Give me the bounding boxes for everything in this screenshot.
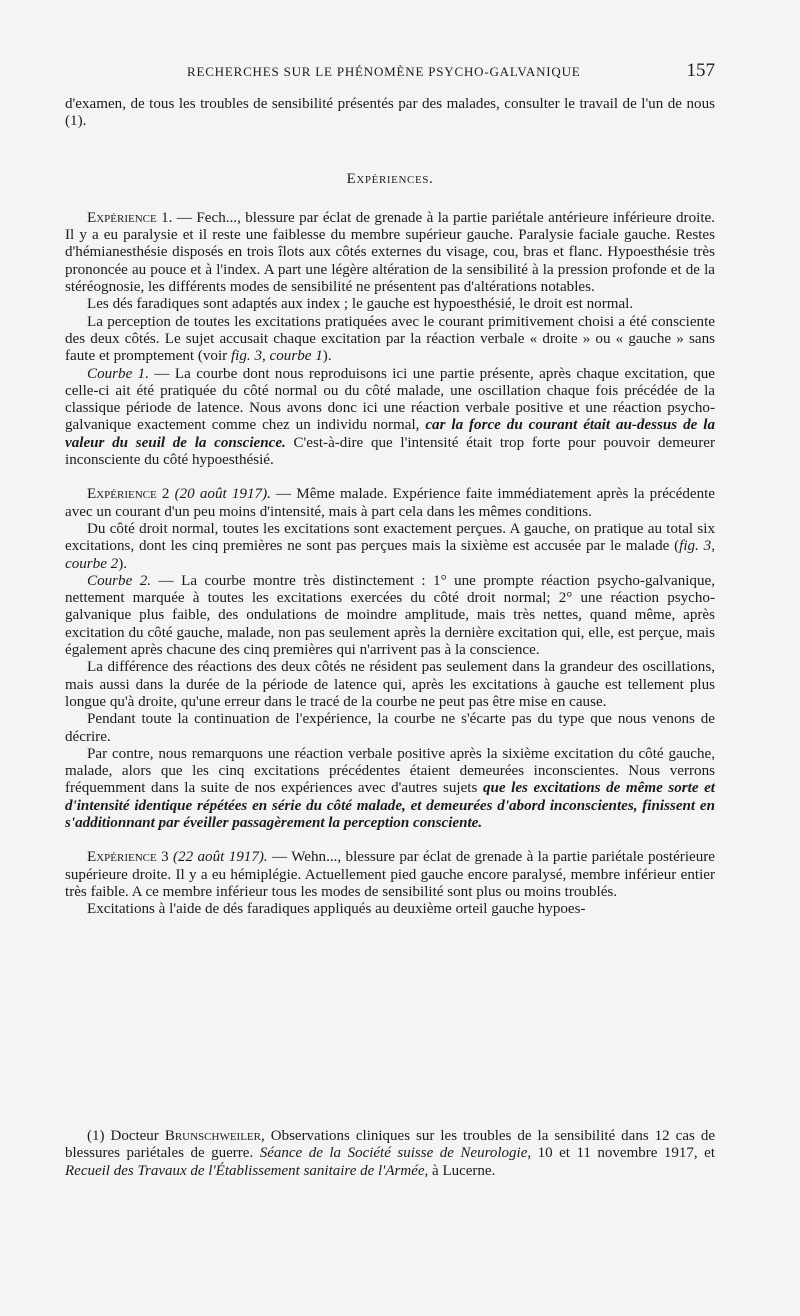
experience-2-date: (20 août 1917).	[169, 486, 271, 503]
footnote-journal-2: Recueil des Travaux de l'Établissement sanitaire de l'Armée	[65, 1162, 425, 1179]
footnote	[65, 1128, 715, 1180]
experience-3-text: — Wehn..., blessure par éclat de grenade à la partie pariétale postérieure supérieure droite. Il y a eu hémiplégie. Actuellement pied gauche encore paralysé, membre inférieur entier très faible. A ce membre inférieur tous les modes de sensibilité sont plus ou moins troublés.	[65, 849, 715, 900]
courbe-2-paragraph	[65, 573, 715, 659]
experience-1-label: Expérience 1.	[87, 209, 173, 226]
experience-3-paragraph-2: Excitations à l'aide de dés faradiques appliqués au deuxième orteil gauche hypoes-	[87, 901, 586, 918]
experience-1-paragraph	[65, 210, 715, 296]
experience-1-paragraph-3	[65, 314, 715, 366]
running-header	[65, 62, 715, 84]
courbe-1-label: Courbe 1.	[87, 365, 150, 382]
section-title: Expériences.	[346, 170, 434, 187]
experience-2-p6-text: Par contre, nous remarquons une réaction verbale positive après la sixième excitation du côté gauche, malade, alors que les cinq excitations précédentes étaient demeurées inconscientes. Nous verrons fréquemment dans la suite de nos expériences avec d'autres sujets	[65, 745, 715, 797]
courbe-2-text: — La courbe montre très distinctement : 1° une prompte réaction psycho-galvanique, nettement marquée à toutes les excitations exercées du côté droit normal; 2° une réaction psycho-galvanique plus faible, des ondulations de moindre amplitude, mais très nettes, quand même, après excitation du côté gauche, malade, non pas seulement après la dernière excitation qui, elle, est perçue, mais également après chacune des cinq premières qui n'arrivent pas à la conscience.	[65, 572, 715, 659]
footnote-text-2: , 10 et 11 novembre 1917, et	[527, 1145, 716, 1162]
experience-2-paragraph	[65, 486, 715, 521]
experience-3-label: Expérience 3	[87, 849, 169, 866]
courbe-1-end: C'est-à-dire que l'intensité était trop forte pour pouvoir demeurer inconsciente du côté hypoesthésié.	[65, 434, 715, 469]
footnote-author: Brunschweiler	[164, 1128, 261, 1144]
footnote-journal: Séance de la Société suisse de Neurologie	[259, 1145, 528, 1162]
experience-1-text: — Fech..., blessure par éclat de grenade à la partie pariétale antérieure inférieure droite. Il y a eu paralysie et il reste une faiblesse du membre supérieur gauche. Paralysie faciale gauche. Restes d'hémianesthésie disposés en trois îlots aux côtés externes du visage, cou, bras et flanc. Hypoesthésie très prononcée au pouce et à l'index. A part une légère altération de la sensibilité à la pression profonde et de la stéréognosie, les différents modes de sensibilité ne présentent pas d'altérations notables.	[65, 209, 715, 296]
footnote-text-3: , à Lucerne.	[424, 1162, 496, 1179]
experience-2-p2-text: Du côté droit normal, toutes les excitations sont exactement perçues. A gauche, on pratique au total six excitations, dont les cinq premières ne sont pas perçues mais la sixième est accusée par le malade (	[65, 520, 715, 555]
experience-2-text: — Même malade. Expérience faite immédiatement après la précédente avec un courant d'un peu moins d'intensité, mais à part cela dans les mêmes conditions.	[65, 486, 716, 520]
courbe-1-paragraph	[65, 366, 715, 470]
experience-2-paragraph-6	[65, 746, 715, 832]
figure-reference: fig. 3, courbe 1	[230, 348, 323, 365]
experience-2-paragraph-2	[65, 521, 715, 573]
footnote-text: , Observations cliniques sur les troubles de la sensibilité dans 12 cas de blessures pariétales de guerre.	[65, 1128, 715, 1162]
experience-2-p2-end: ).	[118, 555, 128, 572]
experience-3-date: (22 août 1917).	[168, 849, 268, 866]
courbe-2-label: Courbe 2.	[87, 572, 152, 589]
courbe-1-emphasis: car la force du courant était au-dessus de la valeur du seuil de la conscience.	[65, 417, 715, 451]
courbe-1-text: — La courbe dont nous reproduisons ici une partie présente, après chaque excitation, que celle-ci ait été pratiquée du côté normal ou du côté malade, une oscillation chaque fois précédée de la classique période de latence. Nous avons donc ici une réaction verbale positive et une réaction psycho-galvanique exactement comme chez un individu normal,	[65, 365, 716, 434]
experience-1-p3-end: ).	[322, 348, 332, 365]
intro-paragraph: d'examen, de tous les troubles de sensibilité présentés par des malades, consulter le travail de l'un de nous (1).	[65, 96, 715, 130]
experience-2-paragraph-4: La différence des réactions des deux côtés ne résident pas seulement dans la grandeur des oscillations, mais aussi dans la durée de la période de latence qui, après les excitations à gauche est tellement plus longue qu'à droite, qu'une erreur dans le tracé de la courbe ne peut pas être mise en cause.	[65, 659, 715, 710]
page-number: 157	[686, 60, 715, 81]
experience-3-paragraph	[65, 849, 715, 901]
experience-2-paragraph-5: Pendant toute la continuation de l'expérience, la courbe ne s'écarte pas du type que nous venons de décrire.	[65, 711, 715, 745]
experience-2-label: Expérience 2	[87, 486, 170, 503]
experience-1-p3-text: La perception de toutes les excitations pratiquées avec le courant primitivement choisi a été consciente des deux côtés. Le sujet accusait chaque excitation par la réaction verbale « droite » ou « gauche » sans faute et promptement (voir	[65, 313, 715, 365]
experience-2-emphasis: que les excitations de même sorte et d'intensité identique répétées en série du côté malade, et demeurées d'abord inconscientes, finissent en s'additionnant par éveiller passagèrement la perception consciente.	[65, 780, 716, 831]
footnote-paragraph	[65, 1128, 715, 1180]
running-title: RECHERCHES SUR LE PHÉNOMÈNE PSYCHO-GALVANIQUE	[187, 64, 581, 79]
body-text	[65, 96, 715, 918]
experience-1-paragraph-2: Les dés faradiques sont adaptés aux index ; le gauche est hypoesthésié, le droit est normal.	[87, 296, 634, 313]
figure-reference: fig. 3, courbe 2	[65, 538, 715, 572]
footnote-marker: (1) Docteur	[87, 1128, 165, 1144]
